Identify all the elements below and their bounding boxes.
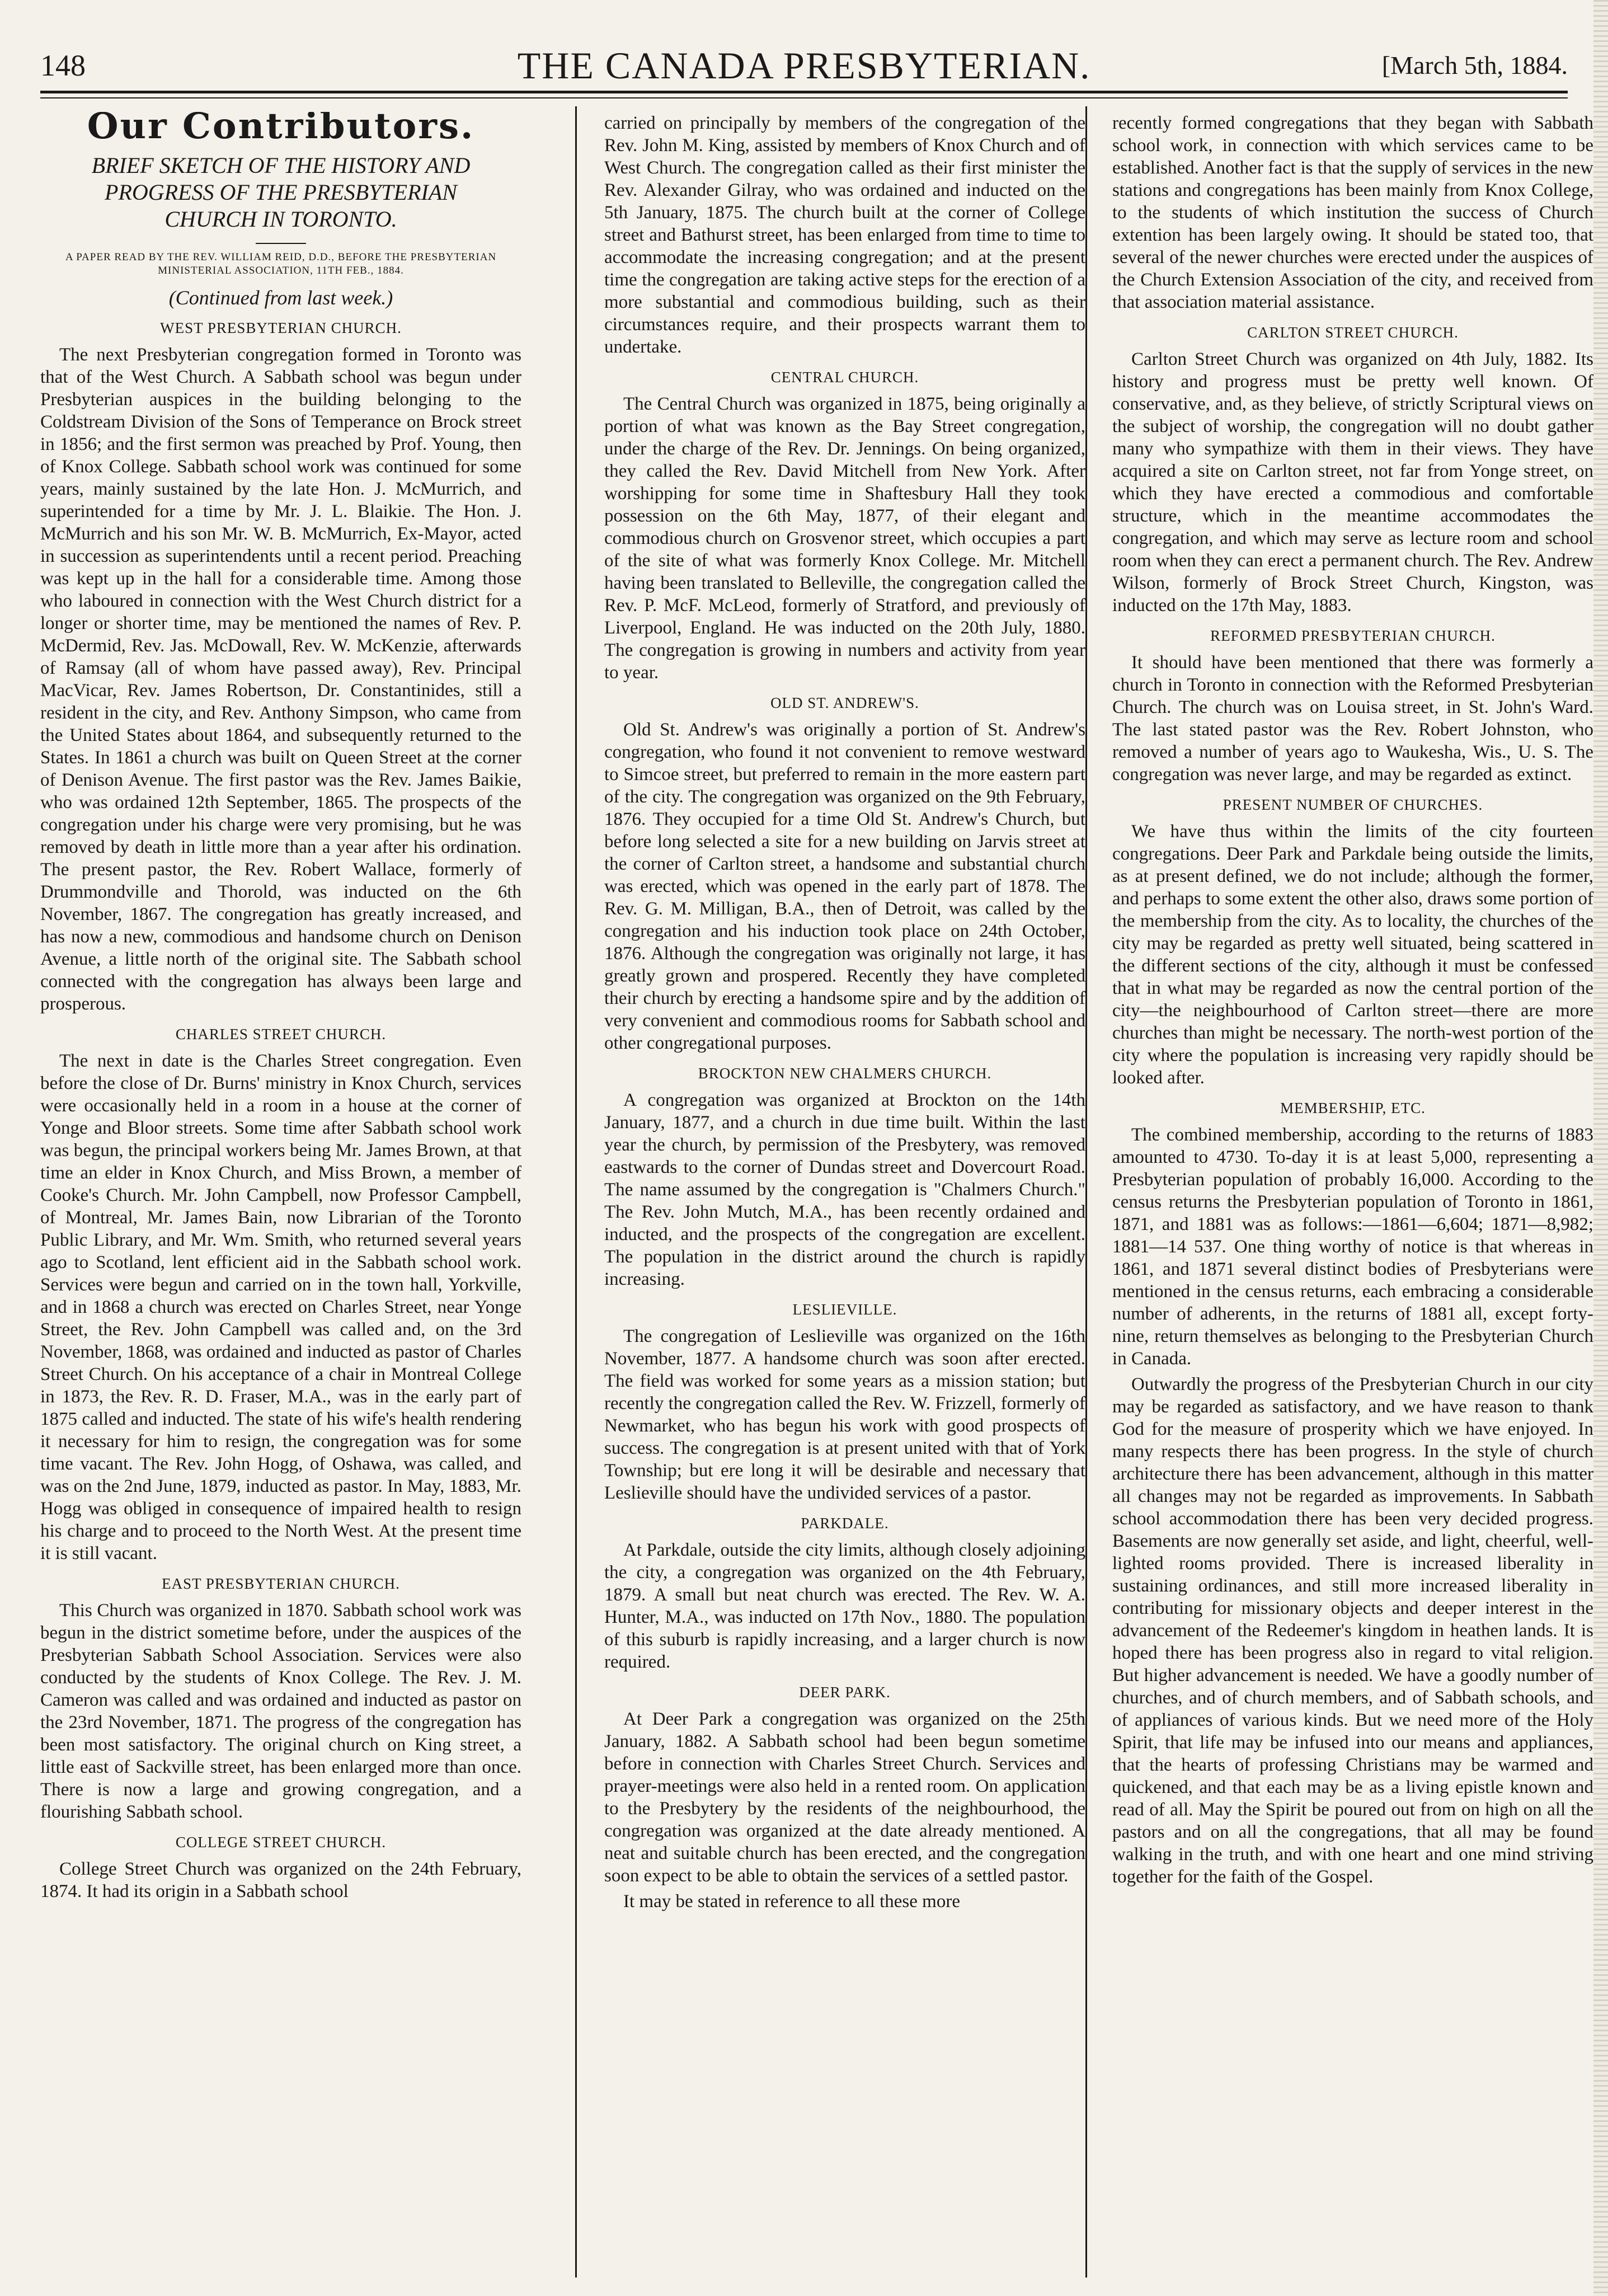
paragraph: At Parkdale, outside the city limits, although closely adjoining the city, a congregation was organized on the 4th February, 1879. A small but neat church was erected. The Rev. W. A. Hunter, M.A., was inducted on 17th Nov., 1880. The population of this suburb is rapidly increasing, and a larger church is now required. [604,1540,1085,1672]
subheading-deer-park: DEER PARK. [799,1684,891,1701]
paragraph: carried on principally by members of the congregation of the Rev. John M. King, assisted by members of Knox Church and of West Church. The congregation called as their first minister the Rev. Alexander Gilray, who was ordained and inducted on the 5th January, 1875. The church built at the corner of College street and Bathurst street, has been enlarged from time to time to accommodate the increasing congregation; and at the present time the congregation are taking active steps for the erection of a more substantial and commodious building, such as their circumstances require, and their prospects warrant them to undertake. [604,113,1085,357]
masthead [40,44,1568,94]
article-title: BRIEF SKETCH OF THE HISTORY AND PROGRESS OF THE PRESBYTERIAN CHURCH IN TORONTO. [91,153,471,232]
paragraph: recently formed congregations that they began with Sabbath school work, in connection with which services came to be established. Another fact is that the supply of services in the new stations and congregations has been mainly from Knox College, to the students of which institution the success of Church extention has been largely owing. It should be stated too, that several of the newer churches were erected under the auspices of the Church Extension Association of the city, and received from that association material assistance. [1112,113,1593,312]
paragraph: The congregation of Leslieville was organized on the 16th November, 1877. A handsome church was soon after erected. The field was worked for some years as a mission station; but recently the congregation called the Rev. W. Frizzell, formerly of Newmarket, who has begun his work with good prospects of success. The congregation is at present united with that of York Township; but ere long it will be desirable and necessary that Leslieville should have the undivided services of a pastor. [604,1326,1085,1503]
paragraph: College Street Church was organized on the 24th February, 1874. It had its origin in a Sabbath school [40,1859,521,1901]
subheading-charles-street: CHARLES STREET CHURCH. [175,1026,387,1043]
subheading-carlton-street: CARLTON STREET CHURCH. [1247,324,1459,341]
subheading-west-church: WEST PRESBYTERIAN CHURCH. [160,320,402,336]
newspaper-title: THE CANADA PRESBYTERIAN. [517,44,1091,87]
paragraph: This Church was organized in 1870. Sabbath school work was begun in the district sometime before, under the auspices of the Presbyterian Sabbath School Association. Services were also conducted by the students of Knox College. The Rev. J. M. Cameron was called and was ordained and inducted as pastor on the 23rd November, 1871. The progress of the congregation has been most satisfactory. The original church on King street, a little east of Sackville street, has been enlarged more than once. There is now a large and growing congregation, and a flourishing Sabbath school. [40,1600,521,1822]
header-rule-thick [40,91,1568,93]
title-divider [256,243,306,244]
column-divider [1085,106,1087,2278]
subheading-east-church: EAST PRESBYTERIAN CHURCH. [162,1575,400,1592]
subheading-present-number: PRESENT NUMBER OF CHURCHES. [1223,796,1483,813]
paragraph: The next Presbyterian congregation formed in Toronto was that of the West Church. A Sabbath school was begun under Presbyterian auspices in the building belonging to the Coldstream Division of the Sons of Temperance on Brock street in 1856; and the first sermon was preached by Prof. Young, then of Knox College. Sabbath school work was continued for some years, mainly sustained by the late Hon. J. McMurrich, and superintended for a time by Mr. J. L. Blaikie. The Hon. J. McMurrich and his son Mr. W. B. McMurrich, Ex-Mayor, acted in succession as superintendents until a recent period. Preaching was kept up in the hall for a considerable time. Among those who laboured in connection with the West Church district for a longer or shorter time, may be mentioned the names of Rev. P. McDermid, Rev. Jas. McDowall, Rev. W. McKenzie, afterwards of Ramsay (all of whom have passed away), Rev. Principal MacVicar, Rev. James Robertson, Dr. Constantinides, still a resident in the city, and Rev. Anthony Simpson, who came from the United States about 1864, and subsequently returned to the States. In 1861 a church was built on Queen Street at the corner of Denison Avenue. The first pastor was the Rev. James Baikie, who was ordained 12th September, 1865. The prospects of the congregation under his charge were very promising, but he was removed by death in little more than a year after his ordination. The present pastor, the Rev. Robert Wallace, formerly of Drummondville and Thorold, was inducted on the 6th November, 1867. The congregation has greatly increased, and has now a new, commodious and handsome church on Denison Avenue, a little north of the original site. The Sabbath school connected with the congregation has always been large and prosperous. [40,345,521,1014]
paragraph: The Central Church was organized in 1875, being originally a portion of what was known as the Bay Street congregation, under the charge of the Rev. Dr. Jennings. On being organized, they called the Rev. David Mitchell from New York. After worshipping for some time in Shaftesbury Hall they took possession on the 6th May, 1877, of their elegant and commodious church on Grosvenor street, which occupies a part of the site of what was formerly Knox College. Mr. Mitchell having been translated to Belleville, the congregation called the Rev. P. McF. McLeod, formerly of Stratford, and previously of Liverpool, England. He was inducted on the 20th July, 1880. The congregation is growing in numbers and activity from year to year. [604,394,1085,683]
subheading-brockton: BROCKTON NEW CHALMERS CHURCH. [698,1065,992,1082]
paragraph: At Deer Park a congregation was organized on the 25th January, 1882. A Sabbath school had been begun sometime before in connection with Charles Street Church. Services and prayer-meetings were also held in a rented room. On application to the Presbytery by the residents of the neighbourhood, the congregation was organized at the date already mentioned. A neat and suitable church has been erected, and the congregation soon expect to be able to obtain the services of a settled pastor. [604,1709,1085,1886]
column-1 [40,112,521,2272]
paragraph: We have thus within the limits of the city fourteen congregations. Deer Park and Parkdale being outside the limits, as at present defined, we do not include; although the former, and perhaps to some extent the other also, draws some portion of the membership from the city. As to locality, the churches of the city may be regarded as pretty well situated, being scattered in the different sections of the city, although it must be confessed that in what may be regarded as now the central portion of the city—the neighbourhood of Carlton street—there are more churches than might be necessary. The north-west portion of the city where the population is increasing very rapidly should be looked after. [1112,821,1593,1088]
paragraph: A congregation was organized at Brockton on the 14th January, 1877, and a church in due time built. Within the last year the church, by permission of the Presbytery, was removed eastwards to the corner of Dundas street and Dovercourt Road. The name assumed by the congregation is "Chalmers Church." The Rev. John Mutch, M.A., has been recently ordained and inducted, and the prospects of the congregation are excellent. The population in the district around the church is rapidly increasing. [604,1090,1085,1289]
subheading-old-st-andrews: OLD ST. ANDREW'S. [770,694,919,711]
subheading-college-street: COLLEGE STREET CHURCH. [175,1834,387,1851]
column-divider [575,106,577,2278]
paragraph: It may be stated in reference to all these more [623,1891,960,1912]
subheading-central-church: CENTRAL CHURCH. [770,369,919,386]
paragraph: The next in date is the Charles Street congregation. Even before the close of Dr. Burns' ministry in Knox Church, services were occasionally held in a room in a house at the corner of Yonge and Bloor streets. Some time after Sabbath school work was begun, the principal workers being Mr. James Brown, at that time an elder in Knox Church, and Miss Brown, a member of Cooke's Church. Mr. John Campbell, now Professor Campbell, of Montreal, Mr. James Bain, now Librarian of the Toronto Public Library, and Mr. Wm. Smith, who returned several years ago to Scotland, lent efficient aid in the Sabbath school work. Services were begun and carried on in the town hall, Yorkville, and in 1868 a church was erected on Charles Street, near Yonge Street, the Rev. John Campbell was called and, on the 3rd November, 1868, was ordained and inducted as pastor of Charles Street Church. On his acceptance of a chair in Montreal College in 1873, the Rev. R. D. Fraser, M.A., was in the early part of 1875 called and inducted. The state of his wife's health rendering it necessary for him to resign, the congregation was for some time vacant. The Rev. John Hogg, of Oshawa, was called, and was on the 2nd June, 1879, inducted as pastor. In May, 1883, Mr. Hogg was obliged in consequence of impaired health to resign his charge and to proceed to the North West. At the present time it is still vacant. [40,1051,521,1563]
article-byline: A PAPER READ BY THE REV. WILLIAM REID, D.D., BEFORE THE PRESBYTERIAN MINISTERIAL ASSOCIATION, 11TH FEB., 1884. [65,251,497,276]
paragraph: Carlton Street Church was organized on 4th July, 1882. Its history and progress must be pretty well known. Of conservative, and, as they believe, of strictly Scriptural views on the subject of worship, the congregation will no doubt gather many who sympathize with them in their views. They have acquired a site on Carlton street, not far from Yonge street, on which they have erected a commodious and comfortable structure, which in the meantime accommodates the congregation, and which may serve as lecture room and school room when they can erect a permanent church. The Rev. Andrew Wilson, formerly of Brock Street Church, Kingston, was inducted on the 17th May, 1883. [1112,349,1593,616]
subheading-reformed: REFORMED PRESBYTERIAN CHURCH. [1210,627,1496,644]
column-3 [1112,112,1593,2272]
paragraph: It should have been mentioned that there was formerly a church in Toronto in connection with the Reformed Presbyterian Church. The church was on Louisa street, in St. John's Ward. The last stated pastor was the Rev. Robert Johnston, who removed a number of years ago to Waukesha, Wis., U. S. The congregation was never large, and may be regarded as extinct. [1112,652,1593,785]
subheading-leslieville: LESLIEVILLE. [792,1301,897,1318]
section-heading: Our Contributors. [87,112,475,147]
column-2 [604,112,1085,2272]
page-number: 148 [40,49,86,82]
issue-date: [March 5th, 1884. [1381,51,1568,79]
paragraph: Old St. Andrew's was originally a portion of St. Andrew's congregation, who found it not convenient to remove westward to Simcoe street, but preferred to remain in the more eastern part of the city. The congregation was organized on the 9th February, 1876. They occupied for a time Old St. Andrew's Church, but before long selected a site for a new building on Jarvis street at the corner of Carlton street, a handsome and substantial church was erected, which was opened in the early part of 1878. The Rev. G. M. Milligan, B.A., then of Detroit, was called by the congregation and his induction took place on 24th October, 1876. Although the congregation was originally not large, it has greatly grown and prospered. Recently they have completed their church by erecting a handsome spire and by the addition of very convenient and commodious rooms for Sabbath school and other congregational purposes. [604,720,1085,1053]
paragraph: Outwardly the progress of the Presbyterian Church in our city may be regarded as satisfactory, and we have reason to thank God for the measure of prosperity which we have enjoyed. In many respects there has been progress. In the style of church architecture there has been advancement, although in this matter all changes may not be regarded as improvements. In Sabbath school accommodation there has been very decided progress. Basements are now generally set aside, and light, cheerful, well-lighted rooms provided. There is increased liberality in sustaining ordinances, and still more increased liberality in contributing for missionary objects and deeper interest in the advancement of the Redeemer's kingdom in heathen lands. It is hoped there has been progress also in regard to vital religion. But higher advancement is needed. We have a goodly number of churches, and of church members, and of Sabbath schools, and of appliances of various kinds. But we need more of the Holy Spirit, that life may be infused into our means and appliances, that the hearts of professing Christians may be warmed and quickened, and that each may be as a living epistle known and read of all. May the Spirit be poured out from on high on all the pastors and on all the congregations, that all may be found walking in the truth, and with one heart and one mind striving together for the faith of the Gospel. [1112,1374,1593,1887]
page-edge-scan-artifact [1593,0,1608,2296]
subheading-parkdale: PARKDALE. [801,1515,889,1532]
subheading-membership: MEMBERSHIP, ETC. [1280,1100,1426,1116]
continued-note: (Continued from last week.) [168,287,393,309]
header-rule-thin [40,97,1568,98]
paragraph: The combined membership, according to the returns of 1883 amounted to 4730. To-day it is at least 5,000, representing a Presbyterian population of probably 16,000. According to the census returns the Presbyterian population of Toronto in 1861, 1871, and 1881 was as follows:—1861—6,604; 1871—8,982; 1881—14 537. One thing worthy of notice is that whereas in 1861, and 1871 several distinct bodies of Presbyterians were mentioned in the census returns, each embracing a considerable number of adherents, in the returns of 1881 all, except forty-nine, return themselves as belonging to the Presbyterian Church in Canada. [1112,1125,1593,1369]
